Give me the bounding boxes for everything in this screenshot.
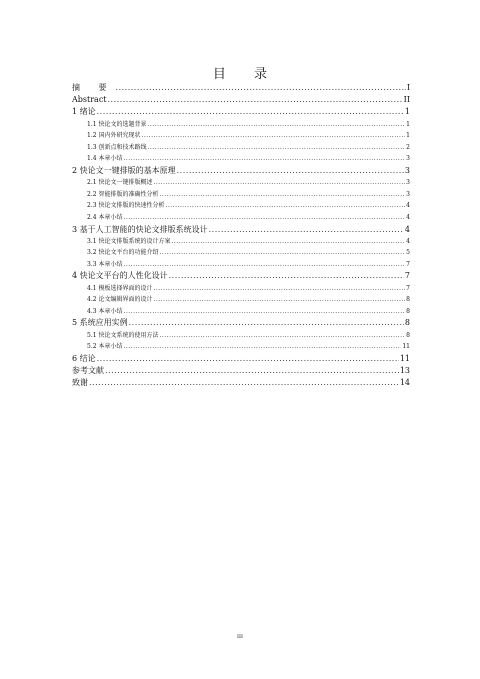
toc-entry-label: 2.3 快论文排版的快速性分析 (87, 202, 165, 210)
toc-entry-label: 3 基于人工智能的快论文排版系统设计 (72, 224, 208, 234)
toc-entry[interactable] (72, 377, 410, 389)
toc-dot-leader (171, 236, 405, 248)
toc-entry-label: 1.4 本章小结 (87, 155, 123, 163)
toc-entry-page: 4 (406, 213, 410, 221)
toc-dot-leader (97, 353, 399, 365)
toc-entry-label: 3.2 快论文平台的功能介绍 (87, 249, 159, 257)
toc-dot-leader (159, 330, 405, 342)
toc-dot-leader (177, 165, 404, 177)
page-title: 目 录 (212, 67, 280, 82)
toc-entry-page: 8 (406, 331, 410, 339)
toc-entry-page: 1 (404, 107, 410, 117)
toc-entry-label: 2.2 智能排版的准确性分析 (87, 190, 159, 198)
toc-entry[interactable] (72, 247, 410, 259)
toc-entry-label: 致谢 (72, 378, 88, 388)
toc-entry-label: Abstract (72, 95, 107, 105)
toc-entry[interactable] (72, 142, 410, 154)
toc-dot-leader (169, 270, 404, 282)
toc-dot-leader (153, 177, 405, 189)
toc-entry[interactable] (72, 82, 410, 94)
toc-entry-label: 5 系统应用实例 (72, 318, 128, 328)
toc-entry-page: 7 (404, 271, 410, 281)
toc-entry-page: 3 (406, 155, 410, 163)
toc-entry[interactable] (72, 130, 410, 142)
toc-entry[interactable] (72, 119, 410, 131)
toc-entry-page: 7 (406, 284, 410, 292)
toc-dot-leader (159, 247, 405, 259)
toc-dot-leader (108, 94, 403, 106)
toc-entry-page: 1 (406, 120, 410, 128)
toc-entry-page: 4 (404, 224, 410, 234)
toc-entry-label: 3.3 本章小结 (87, 260, 123, 268)
toc-dot-leader (153, 283, 405, 295)
toc-entry[interactable] (72, 165, 410, 177)
toc-dot-leader (153, 294, 405, 306)
toc-entry-page: 4 (406, 237, 410, 245)
toc-entry[interactable] (72, 294, 410, 306)
toc-dot-leader (123, 306, 405, 318)
page-number: III (237, 634, 243, 640)
toc-dot-leader (97, 106, 404, 118)
toc-dot-leader (105, 365, 399, 377)
toc-entry[interactable] (72, 341, 410, 353)
toc-dot-leader (209, 224, 404, 236)
toc-entry-label: 3.1 快论文排版系统的设计方案 (87, 237, 171, 245)
toc-entry-page: 3 (406, 190, 410, 198)
toc-entry[interactable] (72, 94, 410, 106)
toc-entry-label: 5.2 本章小结 (87, 343, 123, 351)
toc-dot-leader (129, 317, 404, 329)
toc-entry-page: 13 (399, 366, 410, 375)
toc-dot-leader (123, 341, 401, 353)
toc-entry[interactable] (72, 283, 410, 295)
toc-entry-page: 14 (399, 378, 410, 388)
toc-entry-page: 11 (399, 353, 410, 363)
toc-entry-label: 6 结论 (72, 353, 96, 363)
toc-entry-page: II (403, 95, 410, 105)
toc-entry-label: 2 快论文一键排版的基本原理 (72, 165, 176, 175)
toc-entry[interactable] (72, 153, 410, 165)
toc-entry-page: 3 (404, 165, 410, 175)
toc-entry[interactable] (72, 330, 410, 342)
toc-dot-leader (159, 189, 405, 201)
toc-entry[interactable] (72, 353, 410, 365)
toc-entry-label: 参考文献 (72, 366, 104, 375)
toc-entry-label: 1 绪论 (72, 107, 96, 117)
toc-entry[interactable] (72, 224, 410, 236)
toc-entry[interactable] (72, 106, 410, 118)
table-of-contents (72, 82, 410, 389)
toc-entry[interactable] (72, 177, 410, 189)
toc-entry-page: 3 (406, 179, 410, 187)
toc-dot-leader (165, 200, 405, 212)
toc-entry[interactable] (72, 306, 410, 318)
toc-entry[interactable] (72, 236, 410, 248)
toc-entry-label: 5.1 快论文系统的使用方法 (87, 331, 159, 339)
toc-dot-leader (147, 119, 405, 131)
toc-entry-label: 1.3 创新点和技术路线 (87, 143, 147, 151)
toc-dot-leader (123, 153, 405, 165)
toc-entry-label: 1.2 国内外研究现状 (87, 132, 141, 140)
toc-dot-leader (123, 259, 405, 271)
toc-entry-page: 8 (406, 307, 410, 315)
toc-entry-page: 4 (406, 202, 410, 210)
toc-entry-label: 4.3 本章小结 (87, 307, 123, 315)
toc-entry-page: I (406, 83, 410, 92)
toc-entry-page: 5 (406, 249, 410, 257)
toc-dot-leader (141, 130, 405, 142)
toc-entry-page: 7 (406, 260, 410, 268)
toc-dot-leader (123, 212, 405, 224)
toc-entry-page: 2 (406, 143, 410, 151)
toc-entry-page: 11 (402, 343, 410, 351)
toc-entry[interactable] (72, 212, 410, 224)
toc-entry[interactable] (72, 259, 410, 271)
toc-entry-page: 8 (406, 296, 410, 304)
toc-entry-label: 4 快论文平台的人性化设计 (72, 271, 168, 281)
toc-entry[interactable] (72, 365, 410, 377)
toc-dot-leader (147, 142, 405, 154)
toc-entry[interactable] (72, 189, 410, 201)
toc-entry[interactable] (72, 200, 410, 212)
toc-entry-label: 4.2 论文编辑界面的设计 (87, 296, 153, 304)
toc-entry-label: 4.1 模板选择界面的设计 (87, 284, 153, 292)
toc-entry-page: 1 (406, 132, 410, 140)
toc-entry-label: 摘 要 (72, 83, 115, 92)
toc-entry-label: 2.1 快论文一键排版概述 (87, 179, 153, 187)
toc-dot-leader (116, 82, 406, 94)
toc-entry-page: 8 (404, 318, 410, 328)
toc-entry-label: 1.1 快论文的选题背景 (87, 120, 147, 128)
toc-entry[interactable] (72, 270, 410, 282)
toc-entry-label: 2.4 本章小结 (87, 213, 123, 221)
toc-dot-leader (89, 377, 399, 389)
toc-entry[interactable] (72, 317, 410, 329)
